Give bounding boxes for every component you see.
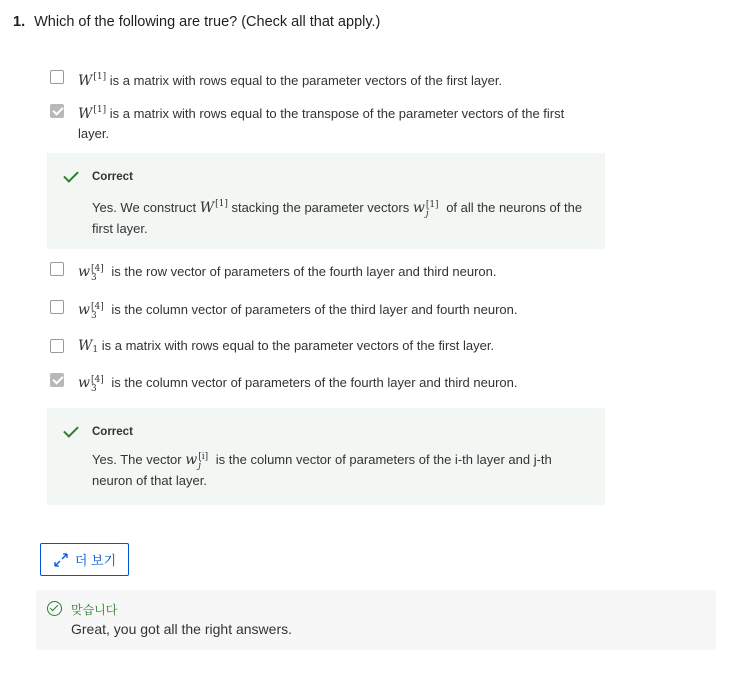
feedback-title: Correct (92, 171, 133, 183)
question-number: 1. (13, 14, 26, 30)
option-text: is the column vector of parameters of the fourth layer and third neuron. (111, 375, 518, 390)
result-message: Great, you got all the right answers. (71, 621, 292, 637)
math-superscript: [4] (90, 264, 104, 274)
math-symbol: W (78, 338, 93, 354)
question-header (13, 14, 380, 30)
math-scripts (91, 265, 104, 283)
option-3[interactable] (50, 262, 570, 283)
math-subscript: 3 (90, 273, 97, 283)
checkbox-checked[interactable] (50, 104, 64, 118)
feedback-text-part: stacking the parameter vectors (231, 200, 410, 215)
checkbox-checked[interactable] (50, 373, 64, 387)
result-title: 맞습니다 (71, 603, 118, 617)
question-prompt: Which of the following are true? (Check all that apply.) (34, 14, 381, 30)
math-symbol: w (78, 375, 90, 391)
math-symbol: w (185, 452, 198, 468)
feedback-panel-1 (47, 153, 605, 249)
checkbox-unchecked[interactable] (50, 262, 64, 276)
option-text: is a matrix with rows equal to the parameter vectors of the first layer. (109, 73, 503, 88)
option-5[interactable] (50, 336, 570, 360)
math-scripts (91, 376, 104, 394)
feedback-title: Correct (92, 426, 133, 438)
option-1[interactable] (50, 68, 570, 91)
math-subscript: 3 (90, 384, 97, 394)
option-text: is a matrix with rows equal to the parameter vectors of the first layer. (101, 338, 495, 353)
option-4[interactable] (50, 300, 570, 321)
option-6[interactable] (50, 373, 570, 394)
math-superscript: [1] (425, 200, 439, 210)
math-symbol: W (78, 73, 93, 89)
math-superscript: [4] (90, 375, 104, 385)
math-superscript: [1] (93, 105, 107, 115)
math-subscript: 1 (92, 345, 99, 355)
option-text: is the row vector of parameters of the fourth layer and third neuron. (111, 264, 497, 279)
feedback-text-part: of all the neurons of the first layer. (92, 200, 583, 236)
math-symbol: W (78, 106, 93, 122)
math-symbol: w (78, 302, 90, 318)
math-superscript: [4] (90, 302, 104, 312)
math-symbol: w (78, 264, 90, 280)
feedback-text (92, 450, 585, 490)
math-scripts (198, 453, 208, 471)
math-symbol: w (412, 200, 425, 216)
show-more-label: 더 보기 (74, 553, 117, 568)
math-subscript: j (425, 209, 429, 219)
math-superscript: [1] (215, 199, 228, 209)
result-banner (36, 590, 716, 650)
option-text: is the column vector of parameters of the third layer and fourth neuron. (111, 302, 518, 317)
math-superscript: [1] (93, 72, 107, 82)
math-symbol: W (199, 200, 215, 216)
check-icon (63, 167, 79, 183)
feedback-text (92, 195, 585, 238)
math-scripts (426, 201, 439, 219)
math-subscript: 3 (90, 311, 97, 321)
checkbox-unchecked[interactable] (50, 300, 64, 314)
expand-arrows-icon (53, 552, 69, 568)
checkbox-unchecked[interactable] (50, 70, 64, 84)
math-scripts (91, 303, 104, 321)
option-text: is a matrix with rows equal to the transpose of the parameter vectors of the first layer. (78, 106, 565, 141)
feedback-text-part: Yes. The vector (92, 452, 182, 467)
feedback-text-part: Yes. We construct (92, 200, 197, 215)
show-more-button[interactable] (40, 543, 129, 576)
math-subscript: j (198, 461, 202, 471)
check-icon (63, 422, 79, 438)
checkbox-unchecked[interactable] (50, 339, 64, 353)
math-superscript: [i] (198, 452, 209, 462)
feedback-text-part: is the column vector of parameters of the i-th layer and j-th neuron of that layer. (92, 452, 552, 488)
check-circle-icon (47, 601, 62, 616)
feedback-panel-2 (47, 408, 605, 505)
option-2[interactable] (50, 101, 570, 143)
